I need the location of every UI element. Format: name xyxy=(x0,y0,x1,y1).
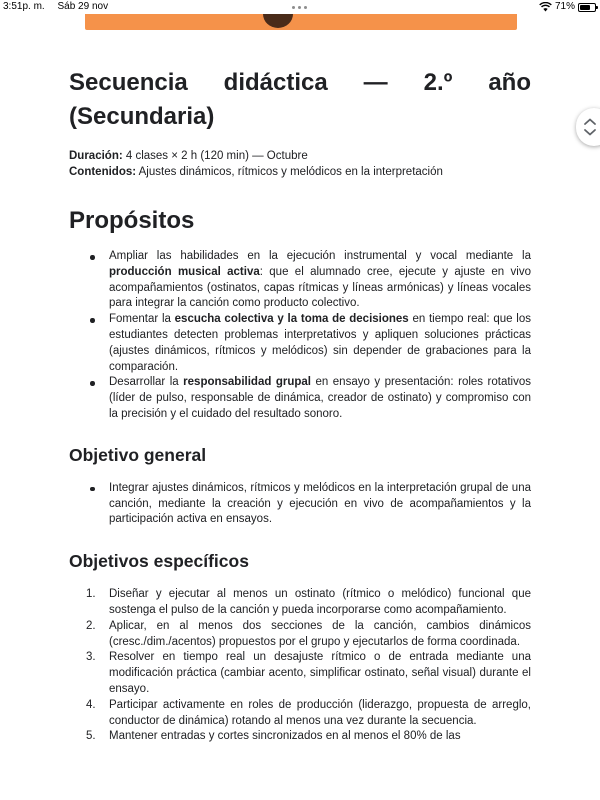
list-item xyxy=(69,650,531,697)
item-text: Mantener entradas y cortes sincronizados en al menos el 80% de las xyxy=(109,730,461,743)
specific-objectives-list xyxy=(69,587,531,745)
expand-toggle-button[interactable] xyxy=(576,108,600,146)
item-text-bold: producción musical activa xyxy=(109,265,260,278)
purposes-list xyxy=(69,249,531,423)
item-text-pre: Ampliar las habilidades en la ejecución instrumental y vocal mediante la xyxy=(109,250,531,262)
item-number: 4. xyxy=(86,698,96,711)
meta-contents-label: Contenidos: xyxy=(69,166,137,178)
battery-percent: 71% xyxy=(554,1,575,12)
item-text-post: : que el alumnado cree, ejecute y ajuste en vivo acompañamientos (ostinatos, capas rítmicas y líneas armónicas) y líneas vocales para integrar la canción como producto colectivo. xyxy=(109,265,531,310)
item-text: Aplicar, en al menos dos secciones de la canción, cambios dinámicos (cresc./dim./acentos) propuestos por el grupo y ejecutarlos de forma coordinada. xyxy=(109,619,531,648)
status-left xyxy=(3,0,118,14)
list-item xyxy=(69,312,531,375)
item-text: Resolver en tiempo real un desajuste rítmico o de entrada mediante una modificación práctica (cambiar acento, simplificar ostinato, señal visual) durante el ensayo. xyxy=(109,651,531,695)
document-meta xyxy=(69,148,531,180)
battery-icon xyxy=(578,3,596,12)
status-right xyxy=(539,0,596,14)
document-title: Secuencia didáctica — 2.º año (Secundaria) xyxy=(69,69,531,130)
item-text: Diseñar y ejecutar al menos un ostinato (rítmico o melódico) funcional que sostenga el pulso de la canción y pueda incorporarse como acompañamiento. xyxy=(109,588,531,616)
item-text: Participar activamente en roles de producción (liderazgo, propuesta de arreglo, conductor de dinámica) rotando al menos una vez durante la secuencia. xyxy=(109,698,531,727)
list-item xyxy=(69,375,531,422)
item-number: 2. xyxy=(86,619,96,632)
list-item xyxy=(69,619,531,651)
status-time: 3:51p. m. xyxy=(3,1,45,12)
item-text-post: en ensayo y presentación: roles rotativos (líder de pulso, responsable de dinámica, creador de ostinato) y compromiso con la precisión y el cuidado del resultado sonoro. xyxy=(109,376,531,420)
multitasking-dots-icon[interactable] xyxy=(291,0,309,14)
item-number: 1. xyxy=(86,588,96,601)
item-number: 5. xyxy=(86,730,96,743)
general-objective-heading: Objetivo general xyxy=(69,444,207,465)
list-item: Integrar ajustes dinámicos, rítmicos y melódicos en la interpretación grupal de una canción, mediante la creación y ejecución en vivo de acompañamientos y la participación activa en ensayos. xyxy=(69,481,531,528)
header-image-shape xyxy=(263,14,293,28)
purposes-heading: Propósitos xyxy=(69,207,195,234)
status-date: Sáb 29 nov xyxy=(57,1,109,12)
specific-objectives-heading: Objetivos específicos xyxy=(69,551,249,572)
meta-duration-value: 4 clases × 2 h (120 min) — Octubre xyxy=(125,150,308,162)
list-item xyxy=(69,698,531,730)
meta-contents-value: Ajustes dinámicos, rítmicos y melódicos en la interpretación xyxy=(138,166,443,178)
status-bar xyxy=(0,0,600,14)
wifi-icon xyxy=(539,2,552,12)
item-number: 3. xyxy=(86,651,96,664)
meta-contents xyxy=(69,164,531,180)
chevron-up-down-icon xyxy=(583,117,597,137)
document-body xyxy=(69,66,531,745)
header-image xyxy=(85,14,517,30)
item-text-pre: Desarrollar la xyxy=(109,376,184,389)
list-item xyxy=(69,587,531,619)
meta-duration xyxy=(69,148,531,164)
item-text-pre: Fomentar la xyxy=(109,313,175,326)
item-text-bold: escucha colectiva y la toma de decisiones xyxy=(174,313,409,326)
item-text-bold: responsabilidad grupal xyxy=(183,376,311,389)
list-item xyxy=(69,729,531,745)
item-text-post: en tiempo real: que los estudiantes detecten problemas interpretativos y apliquen soluciones prácticas (ajustes dinámicos, rítmicos y melódicos) sin depender de grabaciones para la comparación. xyxy=(109,313,531,373)
general-objective-list xyxy=(69,481,531,528)
battery-fill xyxy=(580,5,590,10)
meta-duration-label: Duración: xyxy=(69,150,123,162)
list-item xyxy=(69,249,531,312)
